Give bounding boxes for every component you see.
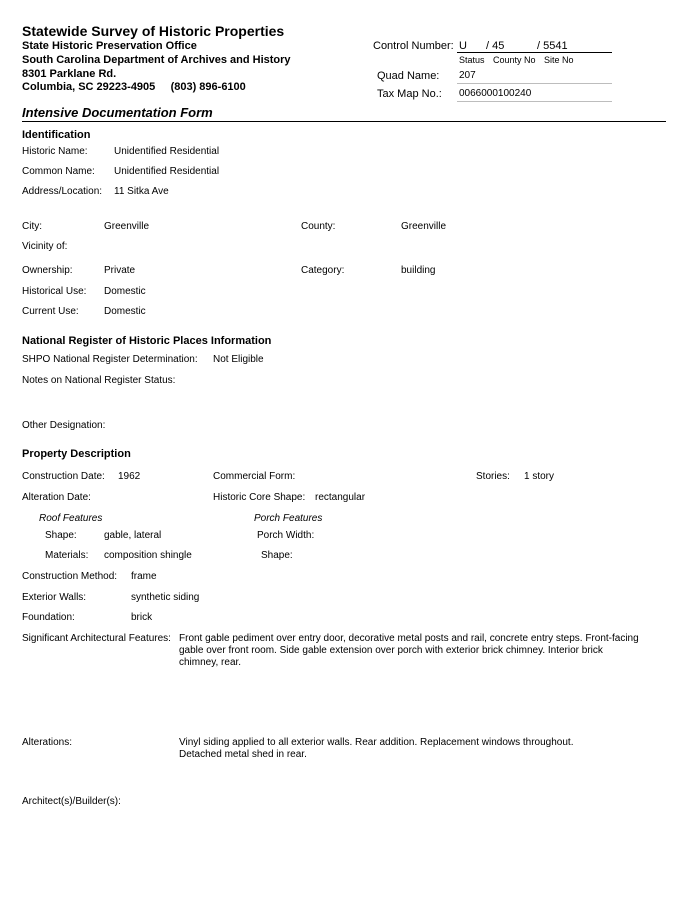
nr-determination-label: SHPO National Register Determination:	[22, 354, 198, 365]
construction-date-label: Construction Date:	[22, 471, 105, 482]
identification-heading: Identification	[22, 129, 91, 141]
city-value: Greenville	[104, 221, 150, 232]
nr-determination-value: Not Eligible	[213, 354, 264, 365]
architect-builder-label: Architect(s)/Builder(s):	[22, 796, 121, 807]
status-sublabel: Status	[459, 55, 485, 65]
tax-map-label: Tax Map No.:	[377, 88, 442, 100]
core-shape-label: Historic Core Shape:	[213, 492, 306, 503]
county-value: Greenville	[401, 221, 447, 232]
roof-materials-label: Materials:	[45, 550, 89, 561]
office-line-2: South Carolina Department of Archives and History	[22, 54, 291, 66]
construction-method-label: Construction Method:	[22, 571, 118, 582]
ownership-value: Private	[104, 265, 136, 276]
roof-materials-value: composition shingle	[104, 550, 192, 561]
construction-method-value: frame	[131, 571, 157, 582]
porch-shape-label: Shape:	[261, 550, 293, 561]
quad-underline	[457, 83, 612, 84]
foundation-label: Foundation:	[22, 612, 75, 623]
control-county-value: / 45	[486, 40, 505, 52]
office-line-3: 8301 Parklane Rd.	[22, 68, 117, 80]
stories-value: 1 story	[524, 471, 555, 482]
commercial-form-label: Commercial Form:	[213, 471, 296, 482]
historical-use-value: Domestic	[104, 286, 146, 297]
site-no-sublabel: Site No	[544, 55, 574, 65]
nr-notes-label: Notes on National Register Status:	[22, 375, 176, 386]
tax-map-value: 0066000100240	[459, 88, 532, 99]
category-value: building	[401, 265, 436, 276]
city-label: City:	[22, 221, 42, 232]
ownership-label: Ownership:	[22, 265, 73, 276]
office-line-1: State Historic Preservation Office	[22, 40, 197, 52]
control-number-underline	[457, 52, 612, 53]
vicinity-label: Vicinity of:	[22, 241, 68, 252]
architectural-features-value: Front gable pediment over entry door, decorative metal posts and rail, concrete entry steps. Front-facing gable over front room. Side gable extension over porch with exterior brick chimney. Interior brick chimney, rear.	[179, 633, 639, 668]
category-label: Category:	[301, 265, 345, 276]
alterations-value: Vinyl siding applied to all exterior walls. Rear addition. Replacement windows throughout. Detached metal shed in rear.	[179, 737, 574, 760]
county-label: County:	[301, 221, 336, 232]
alterations-label: Alterations:	[22, 737, 73, 748]
core-shape-value: rectangular	[315, 492, 366, 503]
control-site-value: / 5541	[537, 40, 568, 52]
roof-shape-value: gable, lateral	[104, 530, 162, 541]
current-use-label: Current Use:	[22, 306, 79, 317]
porch-features-heading: Porch Features	[254, 513, 323, 524]
office-line-4: Columbia, SC 29223-4905 (803) 896-6100	[22, 81, 246, 93]
form-title: Intensive Documentation Form	[22, 105, 213, 120]
common-name-value: Unidentified Residential	[114, 166, 220, 177]
architectural-features-label: Significant Architectural Features:	[22, 633, 171, 644]
common-name-label: Common Name:	[22, 166, 95, 177]
exterior-walls-label: Exterior Walls:	[22, 592, 87, 603]
quad-name-value: 207	[459, 70, 476, 81]
historical-use-label: Historical Use:	[22, 286, 87, 297]
alteration-date-label: Alteration Date:	[22, 492, 91, 503]
control-number-label: Control Number:	[373, 40, 454, 52]
foundation-value: brick	[131, 612, 153, 623]
roof-shape-label: Shape:	[45, 530, 77, 541]
exterior-walls-value: synthetic siding	[131, 592, 200, 603]
form-title-rule	[22, 121, 666, 122]
current-use-value: Domestic	[104, 306, 146, 317]
control-status-value: U	[459, 40, 467, 52]
stories-label: Stories:	[476, 471, 510, 482]
national-register-heading: National Register of Historic Places Information	[22, 335, 272, 347]
construction-date-value: 1962	[118, 471, 141, 482]
county-no-sublabel: County No	[493, 55, 536, 65]
survey-title: Statewide Survey of Historic Properties	[22, 23, 285, 39]
historic-name-value: Unidentified Residential	[114, 146, 220, 157]
address-value: 11 Sitka Ave	[114, 186, 169, 197]
quad-name-label: Quad Name:	[377, 70, 440, 82]
porch-width-label: Porch Width:	[257, 530, 315, 541]
address-label: Address/Location:	[22, 186, 103, 197]
other-designation-label: Other Designation:	[22, 420, 106, 431]
roof-features-heading: Roof Features	[39, 513, 103, 524]
property-description-heading: Property Description	[22, 448, 131, 460]
tax-map-underline	[457, 101, 612, 102]
historic-name-label: Historic Name:	[22, 146, 88, 157]
